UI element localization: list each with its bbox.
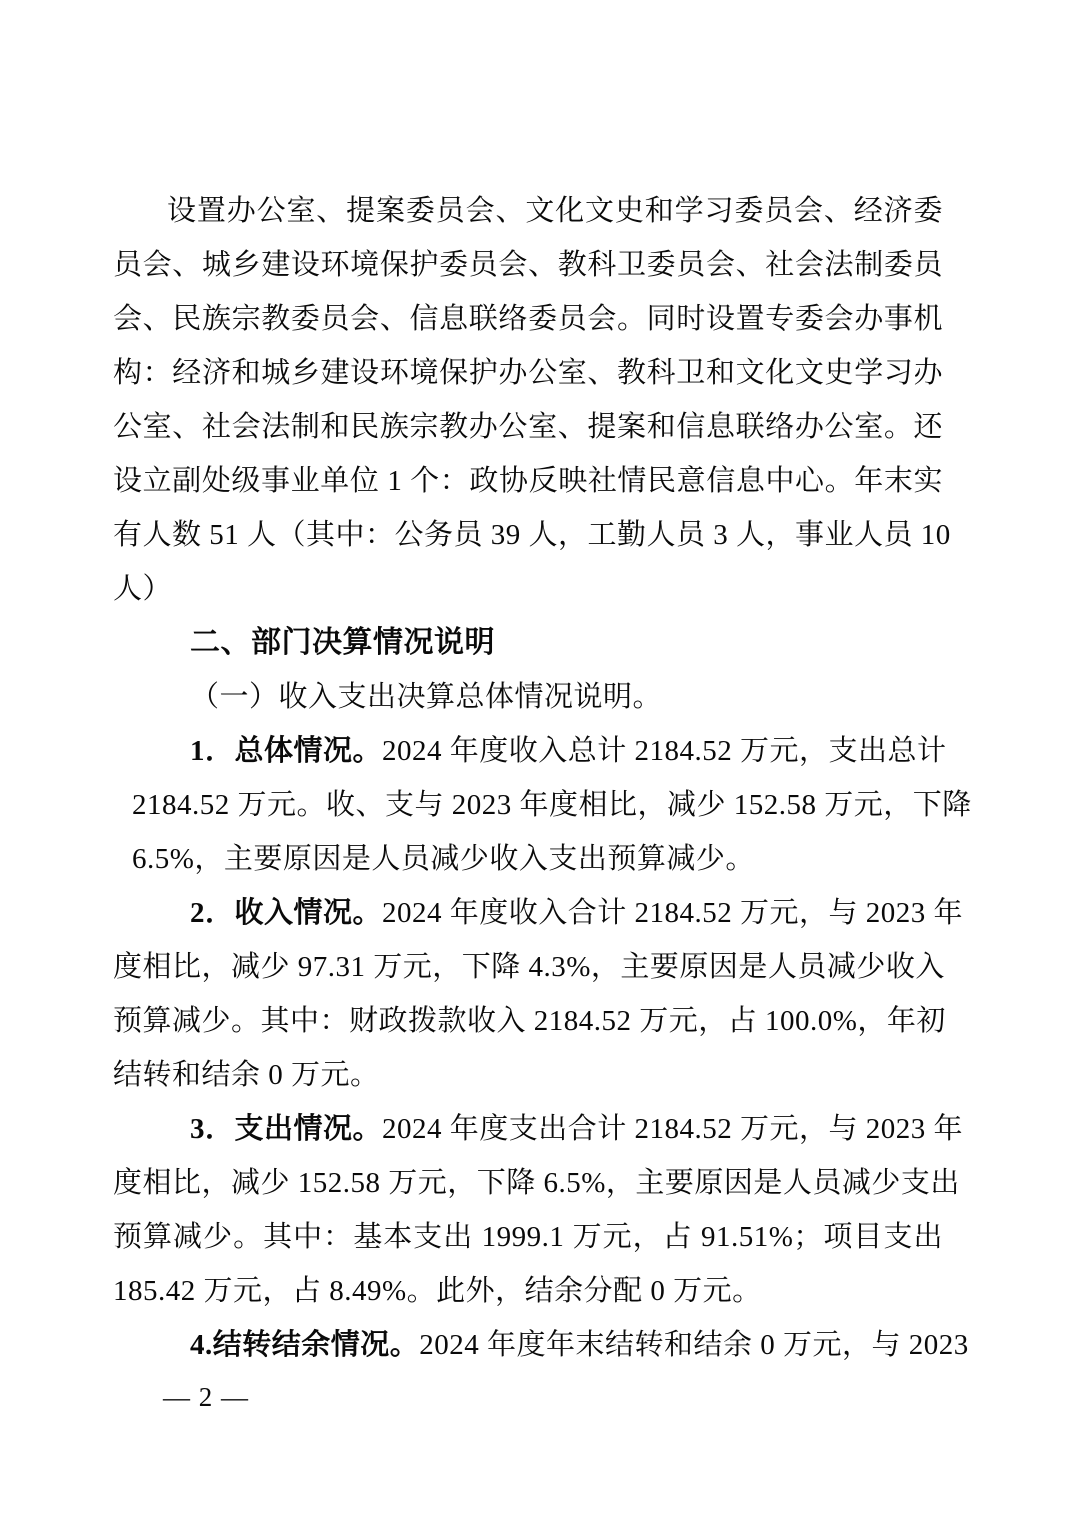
paragraph-line: 预算减少。其中：基本支出 1999.1 万元，占 91.51%；项目支出 xyxy=(113,1221,943,1253)
item-lead-label: 3．支出情况。 xyxy=(190,1113,383,1145)
paragraph-line: 构：经济和城乡建设环境保护办公室、教科卫和文化文史学习办 xyxy=(113,357,943,389)
paragraph-line: 有人数 51 人（其中：公务员 39 人，工勤人员 3 人，事业人员 10 xyxy=(113,519,951,551)
document-text-block xyxy=(113,184,972,1372)
paragraph-line: 会、民族宗教委员会、信息联络委员会。同时设置专委会办事机 xyxy=(113,303,943,335)
item-lead-label: 4.结转结余情况。 xyxy=(190,1329,420,1361)
item-body-text: 2024 年度收入总计 2184.52 万元，支出总计 xyxy=(382,735,947,767)
item-body-text: 2024 年度支出合计 2184.52 万元，与 2023 年 xyxy=(382,1113,964,1145)
numbered-item-line xyxy=(113,724,947,778)
item-lead-label: 2．收入情况。 xyxy=(190,897,383,929)
paragraph-line: 6.5%，主要原因是人员减少收入支出预算减少。 xyxy=(132,843,755,875)
numbered-item-line xyxy=(113,1102,964,1156)
paragraph-line: 设立副处级事业单位 1 个：政协反映社情民意信息中心。年末实 xyxy=(113,465,943,497)
item-lead-label: 1．总体情况。 xyxy=(190,735,383,767)
paragraph-line: 设置办公室、提案委员会、文化文史和学习委员会、经济委 xyxy=(167,195,943,227)
numbered-item-line xyxy=(113,886,964,940)
numbered-item-line xyxy=(113,1318,969,1372)
paragraph-line: 185.42 万元，占 8.49%。此外，结余分配 0 万元。 xyxy=(113,1275,762,1307)
paragraph-line: 公室、社会法制和民族宗教办公室、提案和信息联络办公室。还 xyxy=(113,411,943,443)
item-body-text: 2024 年度年末结转和结余 0 万元，与 2023 xyxy=(419,1329,969,1361)
paragraph-line: 预算减少。其中：财政拨款收入 2184.52 万元，占 100.0%，年初 xyxy=(113,1005,946,1037)
section-heading: 二、部门决算情况说明 xyxy=(190,626,495,659)
paragraph-line: 度相比，减少 152.58 万元，下降 6.5%，主要原因是人员减少支出 xyxy=(113,1167,960,1199)
subsection-heading: （一）收入支出决算总体情况说明。 xyxy=(190,681,663,713)
page-number: — 2 — xyxy=(163,1382,249,1412)
paragraph-line: 员会、城乡建设环境保护委员会、教科卫委员会、社会法制委员 xyxy=(113,249,943,281)
paragraph-line: 结转和结余 0 万元。 xyxy=(113,1059,380,1091)
paragraph-line: 度相比，减少 97.31 万元，下降 4.3%，主要原因是人员减少收入 xyxy=(113,951,945,983)
item-body-text: 2024 年度收入合计 2184.52 万元，与 2023 年 xyxy=(382,897,964,929)
paragraph-line: 人） xyxy=(113,573,173,605)
paragraph-line: 2184.52 万元。收、支与 2023 年度相比，减少 152.58 万元，下降 xyxy=(132,789,972,821)
